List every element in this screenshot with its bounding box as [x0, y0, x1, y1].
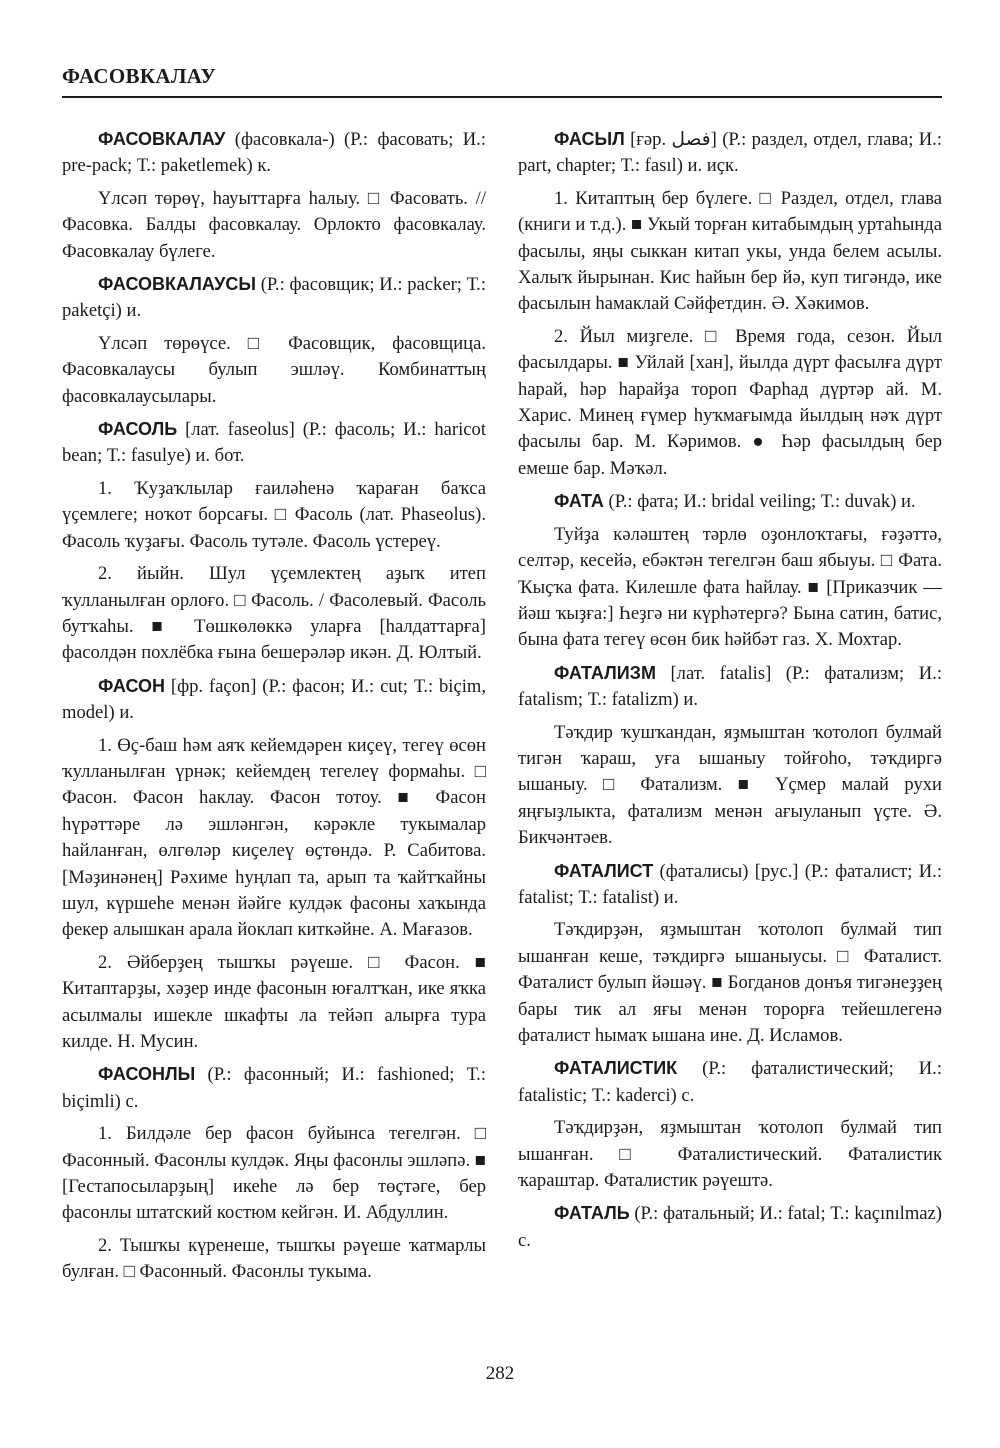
dictionary-entry: [518, 1200, 942, 1254]
page-number: 282: [485, 1363, 515, 1384]
entry-text: (Р.: фасонный; И.: fashioned; Т.: biçimli) с.: [62, 1064, 486, 1112]
definition: 1. Китаптың бер бүлеге. □ Раздел, отдел, глава (книги и т.д.). ■ Укый торған китабымдың уртаһында фасылы, яңы сыккан китап укы, унда белем асылы. Халыҡ йырынан. Кис һайын бер йә, куп тигәндә, ике фасылын һамаклай Сәйфетдин. Ә. Хәкимов.: [518, 187, 942, 315]
definition: 2. Тышҡы күренеше, тышҡы рәүеше ҡатмарлы булған. □ Фасонный. Фасонлы тукыма.: [62, 1234, 486, 1283]
headword: ФАСЫЛ: [554, 129, 625, 149]
dictionary-entry: [62, 1061, 486, 1115]
entry-text: [лат. fatalis] (Р.: фатализм; И.: fatalism; Т.: fatalizm) и.: [518, 662, 942, 711]
running-head: ФАСОВКАЛАУ: [62, 64, 217, 88]
definition: Үлсәп төрөү, һауыттарға һалыу. □ Фасовать. // Фасовка. Балды фасовкалау. Орлокто фасовкалау. Фасовкалау бүлеге.: [62, 187, 486, 262]
definition: 2. йыйн. Шул үҫемлектең аҙыҡ итеп ҡулланылған орлоғо. □ Фасоль. / Фасолевый. Фасоль бутҡаһы. ■ Төшкөлөккә уларға [һалдаттарға] фасолдән похлёбка ғына бешерәләр икән. Д. Юлтый.: [62, 563, 486, 664]
dictionary-entry: [62, 271, 486, 325]
headword: ФАСОН: [98, 675, 166, 696]
dictionary-entry: [518, 1055, 942, 1109]
headword: ФАСОВКАЛАУ: [98, 129, 226, 149]
definition: 1. Өҫ-баш һәм аяҡ кейемдәрен киҫеү, тегеү өсөн ҡулланылған үрнәк; кейемдең тегелеү формаһы. □ Фасон. Фасон һаклау. Фасон тотоу. ■ Фасон һүрәттәре лә эшләнгән, кәрәкле тукымалар һайланған, өлгөләр киҫелеү өҫтөндә. Р. Сабитова. [Мәҙинәнең] Рәхиме һуңлап та, арып та ҡайтҡайны шул, күршеһе менән йәйге кулдәк фасоны хаҡында фекер алышкан арала йоклап киткәйне. А. Мағазов.: [62, 734, 486, 941]
definition: 1. Ҡуҙаҡлылар ғаиләһенә ҡараған баҡса үҫемлеге; ноҡот борсағы. □ Фасоль (лат. Phaseolus). Фасоль ҡуҙағы. Фасоль тутәле. Фасоль үстереү.: [62, 477, 486, 552]
definition: 2. Әйберҙең тышҡы рәүеше. □ Фасон. ■ Китаптарҙы, хәҙер инде фасонын юғалтҡан, ике яҡка асылмалы ишекле шкафты ла тейәп алырға тура килде. Н. Мусин.: [62, 951, 486, 1052]
definition: Үлсәп төрөүсе. □ Фасовщик, фасовщица. Фасовкалаусы булып эшләү. Комбинаттың фасовкалаусылары.: [62, 332, 486, 407]
headword: ФАТАЛИСТИК: [554, 1058, 678, 1079]
dictionary-entry: [518, 660, 942, 714]
dictionary-entry: [518, 858, 942, 912]
entry-text: (фасовкала-) (Р.: фасовать; И.: pre-pack; Т.: paketlemek) к.: [62, 129, 486, 177]
dictionary-entry: [62, 673, 486, 727]
headword: ФАТАЛЬ: [554, 1203, 630, 1224]
headword: ФАСОНЛЫ: [98, 1064, 196, 1085]
definition: Туйҙа кәләштең тәрлө оҙонлоҡтағы, ғәҙәттә, селтәр, кесейә, ебәктән тегелгән баш ябыуы. □ Фата. Ҡыҫҡа фата. Килешле фата һайлау. ■ [Приказчик — йәш ҡыҙға:] Һеҙгә ни күрһәтергә? Бына сатин, батис, бына фата тегеү өсөн бик һәйбәт газ. Х. Мохтар.: [518, 523, 942, 651]
entry-text: [фр. façon] (Р.: фасон; И.: cut; Т.: biçim, model) и.: [62, 675, 486, 724]
entry-text: (Р.: фатальный; И.: fatal; Т.: kaçınılmaz) с.: [518, 1203, 942, 1251]
dictionary-entry: [62, 416, 486, 470]
left-column: [62, 124, 486, 1292]
definition: Тәҡдирҙән, яҙмыштан ҡотолоп булмай тип ышанған. □ Фаталистический. Фаталистик ҡараштар. Фаталистик рәүештә.: [518, 1117, 942, 1192]
headword: ФАТАЛИСТ: [554, 860, 654, 881]
header-rule: [62, 96, 942, 98]
definition: Тәҡдирҙән, яҙмыштан ҡотолоп булмай тип ышанған кеше, тәҡдиргә ышаныусы. □ Фаталист. Фаталист булып йәшәү. ■ Богданов донъя тигәнеҙҙең бары тик ал яғы менән торорға тейешлегенә фаталист һымаҡ ышана ине. Д. Исламов.: [518, 919, 942, 1046]
dictionary-entry: [518, 488, 942, 515]
headword: ФАСОВКАЛАУСЫ: [98, 274, 256, 295]
dictionary-entry: [62, 126, 486, 180]
dictionary-entry: [518, 126, 942, 180]
entry-text: (Р.: фасовщик; И.: packer; Т.: paketçi) и.: [62, 274, 486, 322]
definition: 2. Йыл миҙгеле. □ Время года, сезон. Йыл фасылдары. ■ Уйлай [хан], йылда дүрт фасылға дүрт һарай, һәр һарайҙа тороп Фарһад дүртәр ай. М. Харис. Минең ғүмер һуҡмағымда йылдың нәҡ дүрт фасылы бар. М. Кәримов. ● Һәр фасылдың бер емеше бар. Мәҡәл.: [518, 325, 942, 479]
entry-text: (Р.: фаталистический; И.: fatalistic; Т.: kaderci) с.: [518, 1058, 942, 1106]
headword: ФАТА: [554, 491, 604, 512]
definition: Тәҡдир ҡушҡандан, яҙмыштан ҡотолоп булмай тигән ҡараш, уға ышаныу тойғоһо, тәҡдиргә ышаныу. □ Фатализм. ■ Үҫмер малай рухи яңғыҙлыкта, фатализм менән ағыуланып үҫте. Ә. Бикчәнтәев.: [518, 721, 942, 849]
entry-text: [ғәр. فصل] (Р.: раздел, отдел, глава; И.: part, chapter; Т.: fasıl) и. иҫк.: [518, 129, 942, 177]
headword: ФАСОЛЬ: [98, 419, 178, 440]
headword: ФАТАЛИЗМ: [554, 662, 656, 683]
entry-text: (фаталисы) [рус.] (Р.: фаталист; И.: fatalist; Т.: fatalist) и.: [518, 860, 942, 908]
entry-text: [лат. faseolus] (Р.: фасоль; И.: haricot bean; Т.: fasulye) и. бот.: [62, 419, 486, 467]
entry-text: (Р.: фата; И.: bridal veiling; Т.: duvak) и.: [603, 491, 916, 513]
definition: 1. Билдәле бер фасон буйынса тегелгән. □ Фасонный. Фасонлы кулдәк. Яңы фасонлы эшләпә. ■ [Гестапосыларҙың] икеһе лә бер төҫтәге, бер фасонлы штатский костюм кейгән. И. Абдуллин.: [62, 1123, 486, 1224]
right-column: [518, 124, 942, 1260]
